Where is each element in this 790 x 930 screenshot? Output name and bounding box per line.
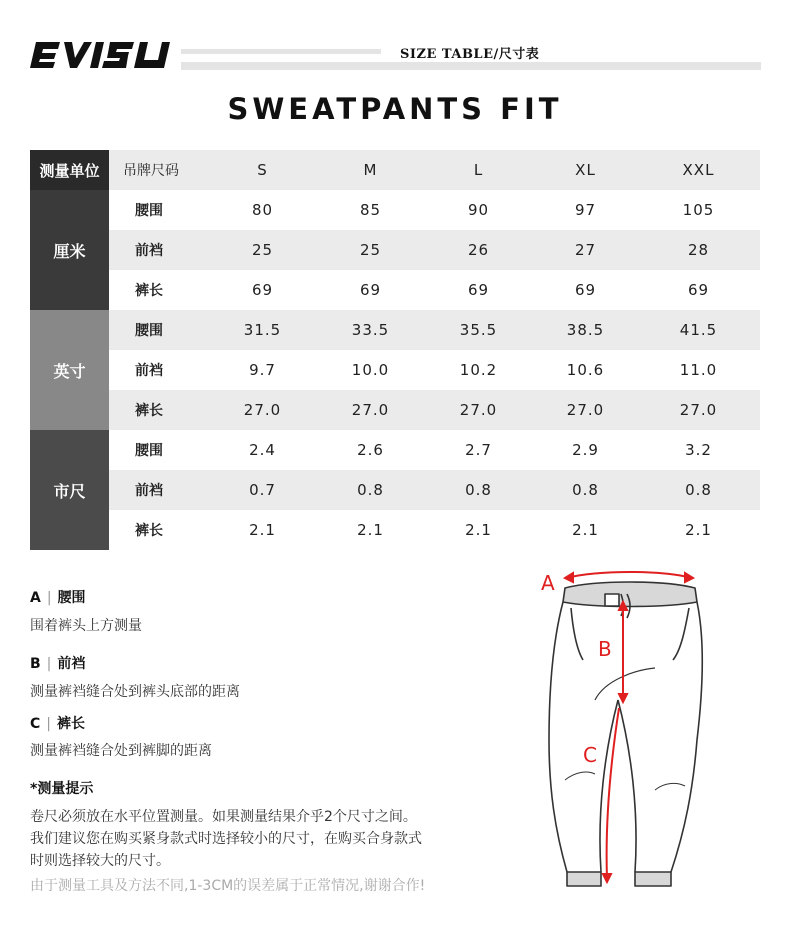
size-table	[30, 150, 760, 550]
table-cell: 0.8	[423, 470, 534, 510]
table-cell: 35.5	[423, 310, 534, 350]
table-cell: 27.0	[318, 390, 423, 430]
header-title: SIZE TABLE/尺寸表	[400, 47, 540, 62]
measure-label: 腰围	[109, 310, 207, 350]
table-cell: 28	[637, 230, 760, 270]
table-header-row	[30, 150, 760, 190]
table-cell: 9.7	[207, 350, 318, 390]
table-cell: 80	[207, 190, 318, 230]
table-cell: 10.6	[534, 350, 637, 390]
note-title-b: B | 前裆	[30, 656, 86, 672]
table-cell: 0.8	[637, 470, 760, 510]
unit-cell: 市尺	[30, 430, 109, 550]
table-cell: 27.0	[207, 390, 318, 430]
measure-label: 前裆	[109, 230, 207, 270]
size-header: S	[207, 150, 318, 190]
size-header: L	[423, 150, 534, 190]
measure-label: 裤长	[109, 270, 207, 310]
table-cell: 38.5	[534, 310, 637, 350]
disclaimer: 由于测量工具及方法不同,1-3CM的误差属于正常情况,谢谢合作!	[30, 878, 426, 894]
note-desc-c: 测量裤裆缝合处到裤脚的距离	[30, 743, 212, 759]
table-cell: 26	[423, 230, 534, 270]
table-cell: 11.0	[637, 350, 760, 390]
table-cell: 25	[207, 230, 318, 270]
table-cell: 69	[637, 270, 760, 310]
brand-size-header: 吊牌尺码	[109, 150, 207, 190]
note-desc-b: 测量裤裆缝合处到裤头底部的距离	[30, 684, 240, 700]
table-cell: 25	[318, 230, 423, 270]
measure-label: 腰围	[109, 190, 207, 230]
table-cell: 0.7	[207, 470, 318, 510]
tip-line: 我们建议您在购买紧身款式时选择较小的尺寸，在购买合身款式	[30, 831, 422, 847]
table-cell: 2.1	[637, 510, 760, 550]
table-cell: 2.6	[318, 430, 423, 470]
table-cell: 27.0	[637, 390, 760, 430]
measure-label: 前裆	[109, 350, 207, 390]
table-cell: 27.0	[534, 390, 637, 430]
measure-label: 前裆	[109, 470, 207, 510]
table-row	[30, 190, 760, 230]
table-row	[30, 510, 760, 550]
table-cell: 27	[534, 230, 637, 270]
diagram-label-a: A	[541, 571, 555, 595]
table-cell: 105	[637, 190, 760, 230]
table-cell: 3.2	[637, 430, 760, 470]
tip-line: 卷尺必须放在水平位置测量。如果测量结果介乎2个尺寸之间。	[30, 809, 417, 825]
sweatpants-diagram	[535, 560, 745, 900]
measure-label: 腰围	[109, 430, 207, 470]
unit-header: 测量单位	[30, 150, 109, 190]
table-cell: 2.1	[207, 510, 318, 550]
table-cell: 41.5	[637, 310, 760, 350]
header-rule	[181, 49, 381, 54]
size-header: M	[318, 150, 423, 190]
diagram-label-c: C	[583, 743, 597, 767]
table-cell: 69	[207, 270, 318, 310]
table-cell: 33.5	[318, 310, 423, 350]
measure-label: 裤长	[109, 510, 207, 550]
table-cell: 2.1	[423, 510, 534, 550]
table-row	[30, 390, 760, 430]
table-cell: 69	[423, 270, 534, 310]
evisu-logo	[30, 38, 172, 72]
measure-label: 裤长	[109, 390, 207, 430]
note-desc-a: 围着裤头上方测量	[30, 618, 142, 634]
table-cell: 27.0	[423, 390, 534, 430]
diagram-label-b: B	[598, 637, 612, 661]
header-rule-wide	[181, 62, 761, 70]
table-cell: 0.8	[318, 470, 423, 510]
table-cell: 2.1	[318, 510, 423, 550]
tip-line: 时则选择较大的尺寸。	[30, 853, 170, 869]
unit-cell: 厘米	[30, 190, 109, 310]
table-cell: 10.0	[318, 350, 423, 390]
size-header: XXL	[637, 150, 760, 190]
table-cell: 69	[318, 270, 423, 310]
unit-cell: 英寸	[30, 310, 109, 430]
table-cell: 2.1	[534, 510, 637, 550]
table-row	[30, 470, 760, 510]
table-cell: 31.5	[207, 310, 318, 350]
size-header: XL	[534, 150, 637, 190]
table-row	[30, 270, 760, 310]
tip-title: *测量提示	[30, 781, 94, 797]
table-row	[30, 430, 760, 470]
table-cell: 2.7	[423, 430, 534, 470]
table-row	[30, 310, 760, 350]
table-cell: 90	[423, 190, 534, 230]
table-cell: 2.4	[207, 430, 318, 470]
table-cell: 10.2	[423, 350, 534, 390]
page-title: SWEATPANTS FIT	[227, 92, 563, 126]
table-cell: 97	[534, 190, 637, 230]
table-cell: 85	[318, 190, 423, 230]
note-title-a: A | 腰围	[30, 590, 86, 606]
table-cell: 2.9	[534, 430, 637, 470]
table-cell: 69	[534, 270, 637, 310]
note-title-c: C | 裤长	[30, 716, 85, 732]
table-row	[30, 230, 760, 270]
table-row	[30, 350, 760, 390]
table-cell: 0.8	[534, 470, 637, 510]
